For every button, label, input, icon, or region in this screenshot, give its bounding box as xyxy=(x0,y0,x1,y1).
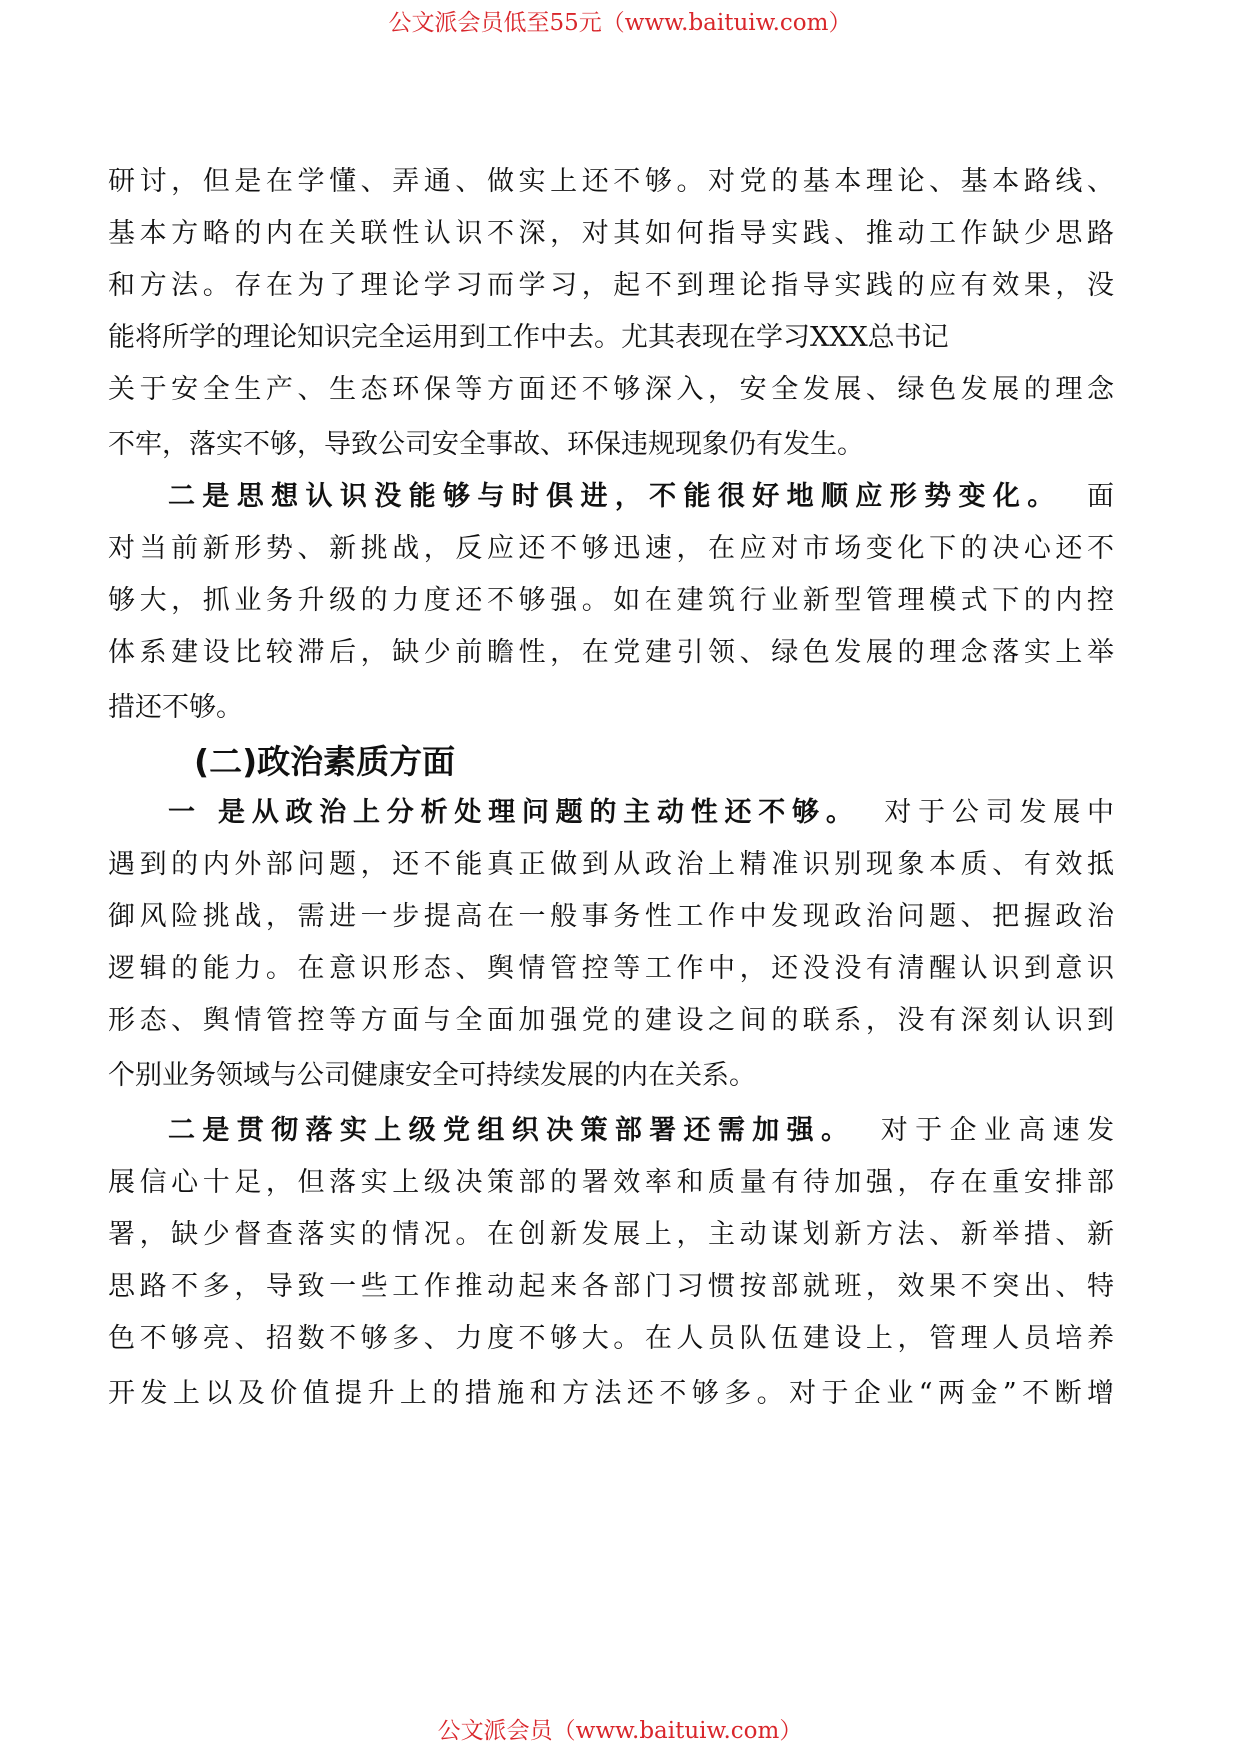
text-line xyxy=(108,1111,1114,1150)
point-text: 对于公司发展中 xyxy=(877,797,1115,828)
point-text: 对于企业高速发 xyxy=(873,1115,1115,1146)
text-line: 署，缺少督查落实的情况。在创新发展上，主动谋划新方法、新举措、新 xyxy=(108,1219,1114,1250)
text-line: 开发上以及价值提升上的措施和方法还不够多。对于企业“两金”不断增 xyxy=(108,1378,1114,1409)
text-line: 逻辑的能力。在意识形态、舆情管控等工作中，还没没有清醒认识到意识 xyxy=(108,953,1114,984)
paragraph-implementation xyxy=(108,1111,1114,1413)
text-line: 展信心十足，但落实上级决策部的署效率和质量有待加强，存在重安排部 xyxy=(108,1167,1114,1198)
text-line: 对当前新形势、新挑战，反应还不够迅速，在应对市场变化下的决心还不 xyxy=(108,533,1114,564)
footer-watermark: 公文派会员（www.baituiw.com） xyxy=(437,1718,803,1744)
text-line: 和方法。存在为了理论学习而学习，起不到理论指导实践的应有效果，没 xyxy=(108,270,1114,301)
text-line: 不牢，落实不够，导致公司安全事故、环保违规现象仍有发生。 xyxy=(108,429,864,460)
text-line: 形态、舆情管控等方面与全面加强党的建设之间的联系，没有深刻认识到 xyxy=(108,1005,1114,1036)
header-watermark: 公文派会员低至55元（www.baituiw.com） xyxy=(388,10,852,36)
text-line: 够大，抓业务升级的力度还不够强。如在建筑行业新型管理模式下的内控 xyxy=(108,585,1114,616)
text-line: 能将所学的理论知识完全运用到工作中去。尤其表现在学习XXX总书记 xyxy=(108,322,949,353)
text-line xyxy=(108,477,1114,516)
point-heading: 二是思想认识没能够与时俱进，不能很好地顺应形势变化。 xyxy=(168,481,1062,512)
document-body xyxy=(108,162,1114,1426)
text-line: 御风险挑战，需进一步提高在一般事务性工作中发现政治问题、把握政治 xyxy=(108,901,1114,932)
point-text: 面 xyxy=(1079,481,1115,512)
text-line: 色不够亮、招数不够多、力度不够大。在人员队伍建设上，管理人员培养 xyxy=(108,1323,1114,1354)
point-heading: 二是贯彻落实上级党组织决策部署还需加强。 xyxy=(168,1115,856,1146)
paragraph-thinking-awareness xyxy=(108,477,1114,727)
paragraph-political-analysis xyxy=(108,793,1114,1095)
text-line: 遇到的内外部问题，还不能真正做到从政治上精准识别现象本质、有效抵 xyxy=(108,849,1114,880)
text-line xyxy=(108,793,1114,832)
text-line: 个别业务领域与公司健康安全可持续发展的内在关系。 xyxy=(108,1060,756,1091)
text-line: 基本方略的内在关联性认识不深，对其如何指导实践、推动工作缺少思路 xyxy=(108,218,1114,249)
text-line: 措还不够。 xyxy=(108,692,243,723)
text-line: 关于安全生产、生态环保等方面还不够深入，安全发展、绿色发展的理念 xyxy=(108,374,1114,405)
section-heading: (二)政治素质方面 xyxy=(194,742,456,781)
text-line: 体系建设比较滞后，缺少前瞻性，在党建引领、绿色发展的理念落实上举 xyxy=(108,637,1114,668)
text-line: 研讨，但是在学懂、弄通、做实上还不够。对党的基本理论、基本路线、 xyxy=(108,166,1114,197)
text-line: 思路不多，导致一些工作推动起来各部门习惯按部就班，效果不突出、特 xyxy=(108,1271,1114,1302)
paragraph-theory-study xyxy=(108,162,1114,464)
point-heading: 一 是从政治上分析处理问题的主动性还不够。 xyxy=(168,797,860,828)
